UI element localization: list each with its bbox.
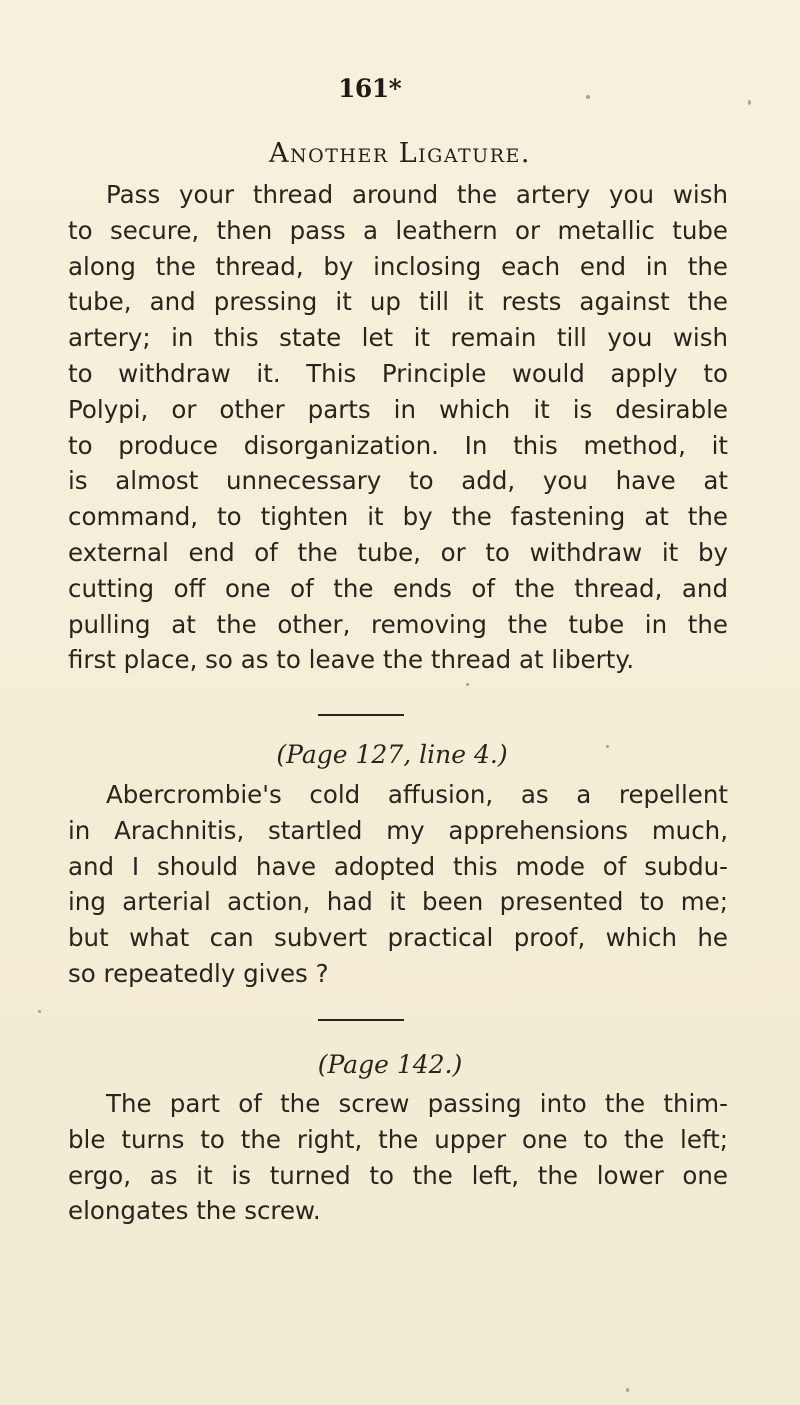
text-line: but what can subvert practical proof, which he — [68, 923, 728, 953]
paragraph-ligature — [68, 177, 728, 678]
paper-speck — [38, 1010, 41, 1013]
text-line: to secure, then pass a leathern or metallic tube — [68, 215, 728, 245]
paper-speck — [466, 683, 469, 686]
text-line: Abercrombie's cold affusion, as a repellent — [106, 780, 728, 809]
text-line: Polypi, or other parts in which it is desirable — [68, 394, 728, 424]
text-line: along the thread, by inclosing each end in the — [68, 251, 728, 281]
text-line: external end of the tube, or to withdraw it by — [68, 537, 728, 567]
text-line: tube, and pressing it up till it rests against the — [68, 287, 728, 317]
text-line: command, to tighten it by the fastening at the — [68, 502, 728, 532]
page-reference: (Page 142.) — [317, 1050, 463, 1079]
section-divider — [318, 1019, 404, 1021]
section-divider — [318, 714, 404, 716]
page-number: 161* — [338, 74, 402, 103]
text-line: to withdraw it. This Principle would apply to — [68, 358, 728, 388]
text-line: pulling at the other, removing the tube in the — [68, 609, 728, 639]
text-line: ble turns to the right, the upper one to the left; — [68, 1124, 728, 1154]
text-line: The part of the screw passing into the thim- — [106, 1089, 728, 1118]
text-line: artery; in this state let it remain till you wish — [68, 323, 728, 353]
text-line: is almost unnecessary to add, you have at — [68, 466, 728, 496]
text-line: ergo, as it is turned to the left, the lower one — [68, 1160, 728, 1190]
paper-speck — [586, 95, 590, 99]
text-line: in Arachnitis, startled my apprehensions much, — [68, 815, 728, 845]
text-line: to produce disorganization. In this method, it — [68, 430, 728, 460]
paragraph-abercrombie — [68, 777, 728, 992]
paper-speck — [626, 1388, 629, 1392]
paper-speck — [748, 100, 751, 105]
section-title: Another Ligature. — [269, 138, 531, 169]
text-line: elongates the screw. — [68, 1196, 321, 1226]
text-line: cutting off one of the ends of the thread, and — [68, 573, 728, 603]
text-line: Pass your thread around the artery you wish — [106, 180, 728, 209]
page-reference: (Page 127, line 4.) — [276, 740, 508, 769]
text-line: first place, so as to leave the thread at liberty. — [68, 645, 635, 675]
text-line: and I should have adopted this mode of subdu- — [68, 851, 728, 881]
text-line: ing arterial action, had it been presented to me; — [68, 887, 728, 917]
paragraph-screw — [68, 1086, 728, 1229]
paper-speck — [606, 745, 609, 748]
text-line: so repeatedly gives ? — [68, 958, 329, 988]
